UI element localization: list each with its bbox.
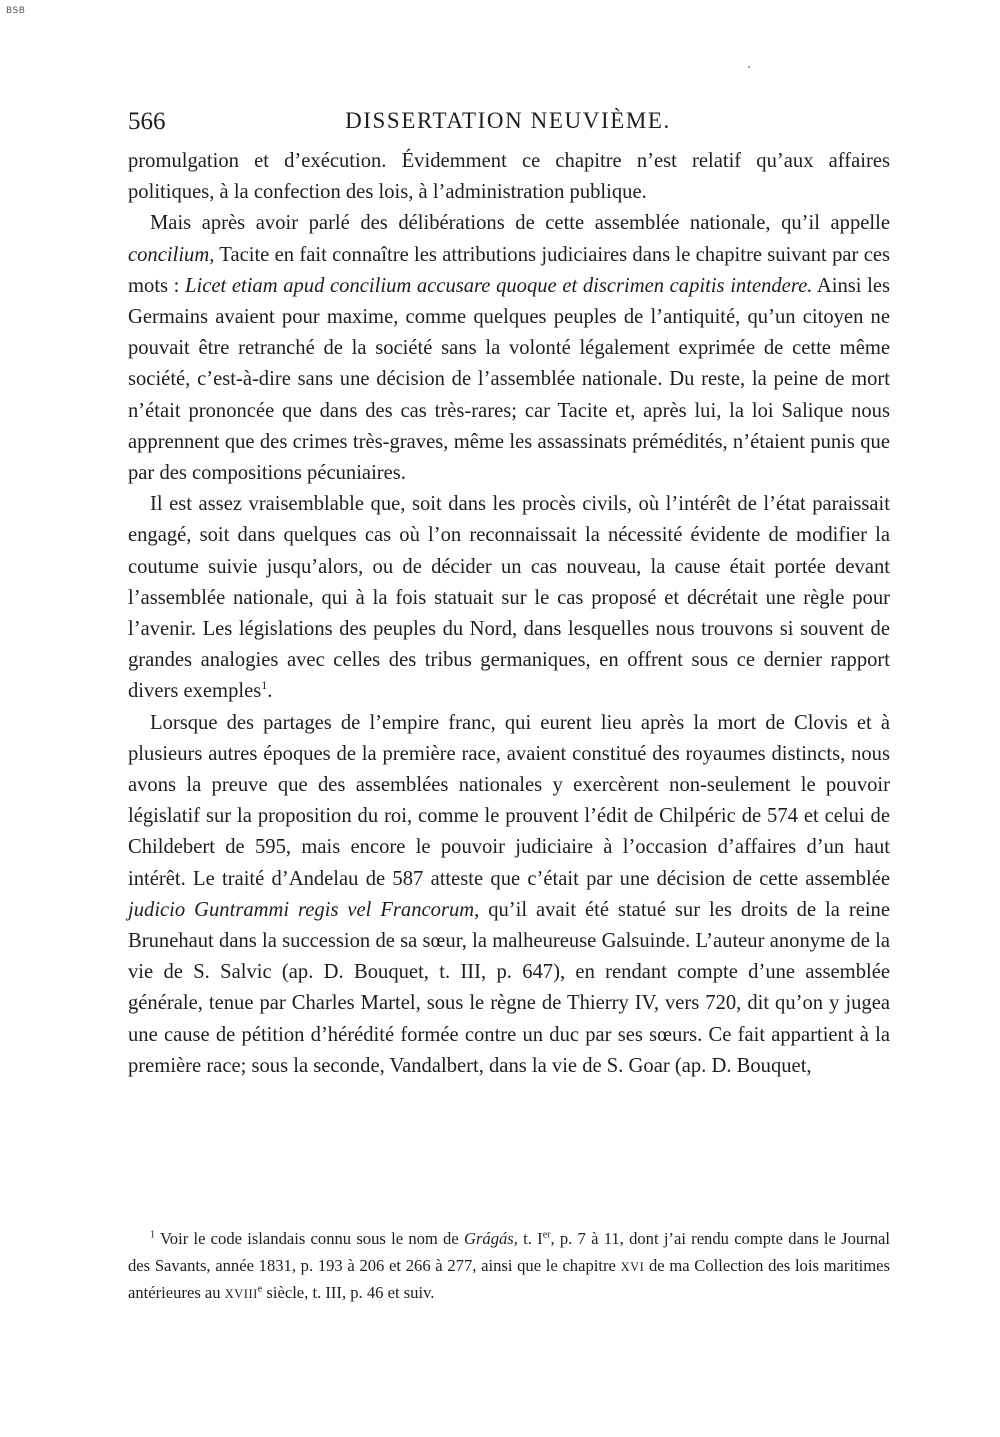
paragraph bbox=[128, 208, 890, 489]
text-run: Voir le code islandais connu sous le nom de bbox=[155, 1229, 464, 1248]
small-caps-text: XVI bbox=[620, 1259, 645, 1274]
italic-text: concilium, bbox=[128, 243, 215, 266]
text-run: siècle, t. III, p. 46 et suiv. bbox=[262, 1283, 435, 1302]
text-run: Ainsi les Germains avaient pour maxime, comme quelques peuples de l’antiquité, qu’un citoyen ne pouvait être retranché de la société sans la volonté légalement exprimée de cette même société, c’est-à-dire sans une décision de l’assemblée nationale. Du reste, la peine de mort n’était prononcée que dans des cas très-rares; car Tacite et, après lui, la loi Salique nous apprennent que des crimes très-graves, même les assassinats prémédités, n’étaient punis que par des compositions pécuniaires. bbox=[128, 274, 890, 485]
paragraph bbox=[128, 708, 890, 1082]
text-run: Lorsque des partages de l’empire franc, qui eurent lieu après la mort de Clovis et à plusieurs autres époques de la première race, avaient constitué des royaumes distincts, nous avons la preuve que des assemblées nationales y exercèrent non-seulement le pouvoir législatif sur la proposition du roi, comme le prouvent l’édit de Chilpéric de 574 et celui de Childebert de 595, mais encore le pouvoir judiciaire à l’occasion d’affaires d’un haut intérêt. Le traité d’Andelau de 587 atteste que c’était par une décision de cette assemblée bbox=[128, 711, 890, 890]
text-run: qu’il avait été statué sur les droits de la reine Brunehaut dans la succession de sa sœur, la malheureuse Galsuinde. L’auteur anonyme de la vie de S. Salvic (ap. D. Bouquet, t. III, p. 647), en rendant compte d’une assemblée générale, tenue par Charles Martel, sous le règne de Thierry IV, vers 720, dit qu’on y jugea une cause de pétition d’hérédité formée contre un duc par ses sœurs. Ce fait appartient à la première race; sous la seconde, Vandalbert, dans la vie de S. Goar (ap. D. Bouquet, bbox=[128, 898, 890, 1077]
footnote bbox=[128, 1226, 890, 1308]
superscript: 1 bbox=[150, 1229, 155, 1241]
text-run: . bbox=[267, 680, 273, 703]
text-run: Mais après avoir parlé des délibérations de cette assemblée nationale, qu’il appelle bbox=[150, 212, 890, 235]
superscript: 1 bbox=[261, 678, 268, 693]
italic-text: Grágás, bbox=[463, 1229, 518, 1248]
paragraph bbox=[128, 489, 890, 707]
page-number: 566 bbox=[128, 108, 166, 135]
text-run: promulgation et d’exécution. Évidemment ce chapitre n’est relatif qu’aux affaires politiques, à la confection des lois, à l’administration publique. bbox=[128, 150, 890, 204]
small-caps-text: XVIII bbox=[224, 1287, 258, 1301]
running-title: DISSERTATION NEUVIÈME. bbox=[345, 108, 671, 133]
text-run: Tacite en fait connaître les attributions judiciaires dans le chapitre suivant par ces mots : bbox=[128, 243, 890, 297]
library-stamp: BSB bbox=[6, 6, 26, 16]
text-run: de ma Collection des lois maritimes antérieures au bbox=[128, 1255, 890, 1302]
body-text bbox=[128, 146, 890, 1082]
scan-speck bbox=[748, 66, 750, 68]
italic-text: Licet etiam apud concilium accusare quoque et discrimen capitis intendere. bbox=[185, 274, 813, 297]
footnotes bbox=[128, 1226, 890, 1308]
text-run: Il est assez vraisemblable que, soit dans les procès civils, où l’intérêt de l’état paraissait engagé, soit dans quelques cas où l’on reconnaissait la nécessité évidente de modifier la coutume suivie jusqu’alors, ou de décider un cas nouveau, la cause était portée devant l’assemblée nationale, qui à la fois statuait sur le cas proposé et décrétait une règle pour l’avenir. Les législations des peuples du Nord, dans lesquelles nous trouvons si souvent de grandes analogies avec celles des tribus germaniques, en offrent sous ce dernier rapport divers exemples bbox=[128, 493, 890, 703]
page-header bbox=[128, 108, 888, 140]
superscript: e bbox=[257, 1283, 263, 1295]
superscript: er bbox=[542, 1229, 551, 1241]
italic-text: judicio Guntrammi regis vel Francorum, bbox=[128, 898, 480, 921]
text-run: , p. 7 à 11, dont j’ai rendu compte dans le Journal des Savants, année 1831, p. 193 à 206 et 266 à 277, ainsi que le chapitre bbox=[128, 1229, 890, 1275]
paragraph bbox=[128, 146, 890, 208]
text-run: t. I bbox=[517, 1229, 543, 1248]
